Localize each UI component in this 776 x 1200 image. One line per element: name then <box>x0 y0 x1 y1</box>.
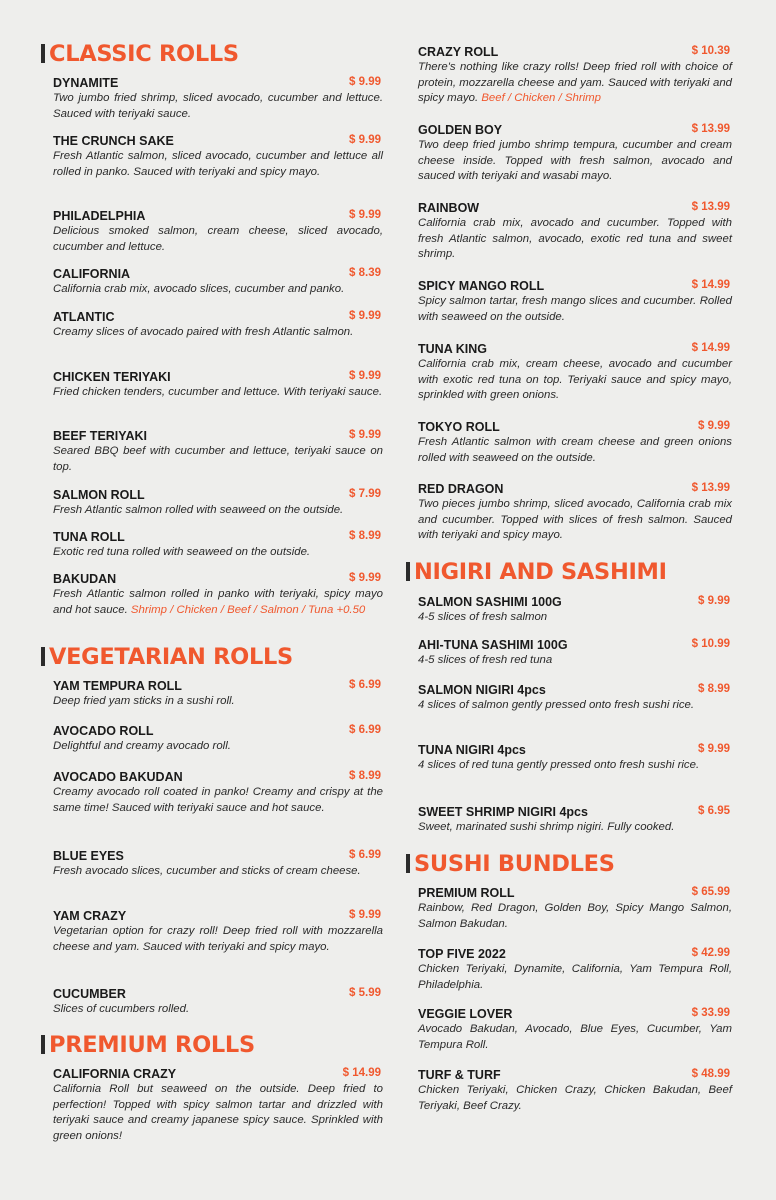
item-description: Delightful and creamy avocado roll. <box>53 740 231 752</box>
item-price: $ 9.99 <box>349 429 381 441</box>
item-price: $ 9.99 <box>698 595 730 607</box>
item-price: $ 14.99 <box>691 342 730 354</box>
item-description: Chicken Teriyaki, Chicken Crazy, Chicken Bakudan, Beef Teriyaki, Beef Crazy. <box>418 1084 732 1112</box>
item-description: Slices of cucumbers rolled. <box>53 1003 190 1015</box>
item-description: Spicy salmon tartar, fresh mango slices and cucumber. Rolled with seaweed on the outside. <box>418 295 732 323</box>
item-price: $ 7.99 <box>349 488 381 500</box>
item-price: $ 14.99 <box>691 279 730 291</box>
item-name: CRAZY ROLL <box>418 45 499 59</box>
item-price: $ 8.99 <box>349 770 381 782</box>
item-price: $ 8.99 <box>698 683 730 695</box>
item-name: YAM CRAZY <box>53 909 127 923</box>
item-price: $ 10.99 <box>691 638 730 650</box>
item-price: $ 13.99 <box>691 482 730 494</box>
item-name: SWEET SHRIMP NIGIRI 4pcs <box>418 805 588 819</box>
menu-item-bakudan <box>53 570 383 618</box>
item-price: $ 9.99 <box>698 420 730 432</box>
item-price: $ 6.99 <box>349 724 381 736</box>
item-description: Avocado Bakudan, Avocado, Blue Eyes, Cucumber, Yam Tempura Roll. <box>418 1023 732 1051</box>
menu-item-rainbow <box>418 199 732 263</box>
item-price: $ 65.99 <box>691 886 730 898</box>
item-name: TUNA NIGIRI 4pcs <box>418 743 526 757</box>
menu-item-dynamite <box>53 74 383 122</box>
item-description: Creamy slices of avocado paired with fresh Atlantic salmon. <box>53 326 354 338</box>
menu-item-tokyo-roll <box>418 418 732 466</box>
item-name: SALMON ROLL <box>53 488 145 502</box>
menu-item-avocado-bakudan <box>53 768 383 816</box>
item-price: $ 9.99 <box>349 134 381 146</box>
title-bar-mark <box>41 647 45 666</box>
item-description: Fried chicken tenders, cucumber and lettuce. With teriyaki sauce. <box>53 386 383 398</box>
item-description: California crab mix, cream cheese, avocado and cucumber with exotic red tuna on top. Teriyaki sauce and spicy mayo, sprinkled with green onions. <box>418 358 732 402</box>
menu-item-top-five-2022 <box>418 945 732 993</box>
item-name: AVOCADO BAKUDAN <box>53 770 183 784</box>
item-name: RAINBOW <box>418 201 480 215</box>
menu-item-philadelphia <box>53 207 383 255</box>
item-description: Creamy avocado roll coated in panko! Creamy and crispy at the same time! Sauced with teriyaki sauce and hot sauce. <box>53 786 383 814</box>
menu-item-chicken-teriyaki <box>53 368 383 401</box>
title-bar-mark <box>41 44 45 63</box>
item-description: Two jumbo fried shrimp, sliced avocado, cucumber and lettuce. Sauced with teriyaki sauce. <box>53 92 383 120</box>
menu-item-turf-and-turf <box>418 1066 732 1114</box>
item-description: Vegetarian option for crazy roll! Deep fried roll with mozzarella cheese and yam. Sauced with teriyaki and spicy mayo. <box>53 925 383 953</box>
menu-item-salmon-roll <box>53 486 383 519</box>
menu-item-yam-tempura-roll <box>53 677 383 710</box>
item-name: TUNA KING <box>418 342 487 356</box>
item-price: $ 33.99 <box>691 1007 730 1019</box>
title-bar-mark <box>406 854 410 873</box>
item-description: Fresh Atlantic salmon with cream cheese and green onions rolled with seaweed on the outside. <box>418 436 732 464</box>
item-description: There's nothing like crazy rolls! Deep fried roll with choice of protein, mozzarella cheese and yam. Sauced with teriyaki and spicy mayo. Beef / Chicken / Shrimp <box>418 61 732 105</box>
item-price: $ 9.99 <box>349 76 381 88</box>
item-price: $ 8.39 <box>349 267 381 279</box>
item-description: 4-5 slices of fresh red tuna <box>418 654 553 666</box>
item-description: Fresh avocado slices, cucumber and sticks of cream cheese. <box>53 865 361 877</box>
item-description: Seared BBQ beef with cucumber and lettuce, teriyaki sauce on top. <box>53 445 383 473</box>
item-description: Fresh Atlantic salmon rolled with seaweed on the outside. <box>53 504 344 516</box>
menu-item-spicy-mango-roll <box>418 277 732 325</box>
menu-item-salmon-sashimi <box>418 593 732 626</box>
menu-item-blue-eyes <box>53 847 383 880</box>
item-name: TUNA ROLL <box>53 530 125 544</box>
item-price: $ 13.99 <box>691 201 730 213</box>
item-name: TOKYO ROLL <box>418 420 500 434</box>
item-options: Beef / Chicken / Shrimp <box>481 92 601 105</box>
menu-item-california-crazy <box>53 1065 383 1144</box>
section-title-classic-rolls: CLASSIC ROLLS <box>41 41 239 67</box>
item-description: Sweet, marinated sushi shrimp nigiri. Fully cooked. <box>418 821 675 833</box>
menu-item-california <box>53 265 383 298</box>
menu-item-veggie-lover <box>418 1005 732 1053</box>
menu-item-yam-crazy <box>53 907 383 955</box>
item-price: $ 5.99 <box>349 987 381 999</box>
item-price: $ 6.99 <box>349 679 381 691</box>
item-price: $ 6.95 <box>698 805 730 817</box>
item-price: $ 9.99 <box>349 572 381 584</box>
item-description: Two deep fried jumbo shrimp tempura, cucumber and cream cheese inside. Topped with fresh salmon, avocado and sauced with teriyaki and wasabi mayo. <box>418 139 732 183</box>
item-description: Deep fried yam sticks in a sushi roll. <box>53 695 235 707</box>
item-price: $ 14.99 <box>342 1067 381 1079</box>
section-title-nigiri-and-sashimi: NIGIRI AND SASHIMI <box>406 559 667 585</box>
item-description: Fresh Atlantic salmon, sliced avocado, cucumber and lettuce all rolled in panko. Sauced with teriyaki and spicy mayo. <box>53 150 383 178</box>
item-price: $ 9.99 <box>349 209 381 221</box>
item-name: YAM TEMPURA ROLL <box>53 679 182 693</box>
item-price: $ 10.39 <box>691 45 730 57</box>
menu-item-cucumber <box>53 985 383 1018</box>
item-name: BEEF TERIYAKI <box>53 429 148 443</box>
item-name: AVOCADO ROLL <box>53 724 154 738</box>
item-description: California crab mix, avocado slices, cucumber and panko. <box>53 283 345 295</box>
item-name: BLUE EYES <box>53 849 124 863</box>
item-name: VEGGIE LOVER <box>418 1007 513 1021</box>
item-name: RED DRAGON <box>418 482 504 496</box>
item-name: DYNAMITE <box>53 76 119 90</box>
menu-item-tuna-king <box>418 340 732 404</box>
title-bar-mark <box>406 562 410 581</box>
item-description: Rainbow, Red Dragon, Golden Boy, Spicy Mango Salmon, Salmon Bakudan. <box>418 902 732 930</box>
menu-item-the-crunch-sake <box>53 132 383 180</box>
item-name: THE CRUNCH SAKE <box>53 134 174 148</box>
item-name: TURF & TURF <box>418 1068 501 1082</box>
menu-item-tuna-nigiri <box>418 741 732 774</box>
item-price: $ 9.99 <box>349 909 381 921</box>
item-price: $ 9.99 <box>349 370 381 382</box>
item-price: $ 42.99 <box>691 947 730 959</box>
item-description: Delicious smoked salmon, cream cheese, sliced avocado, cucumber and lettuce. <box>53 225 383 253</box>
section-title-premium-rolls: PREMIUM ROLLS <box>41 1032 255 1058</box>
menu-item-salmon-nigiri <box>418 681 732 714</box>
item-name: SALMON NIGIRI 4pcs <box>418 683 546 697</box>
menu-item-atlantic <box>53 308 383 341</box>
item-description: Fresh Atlantic salmon rolled in panko with teriyaki, spicy mayo and hot sauce. Shrimp / Chicken / Beef / Salmon / Tuna +0.50 <box>53 588 383 616</box>
item-price: $ 9.99 <box>349 310 381 322</box>
item-price: $ 9.99 <box>698 743 730 755</box>
item-name: GOLDEN BOY <box>418 123 503 137</box>
item-description: Two pieces jumbo shrimp, sliced avocado, California crab mix and cucumber. Topped with slices of fresh salmon. Sauced with teriyaki and spicy mayo. <box>418 498 732 542</box>
menu-item-avocado-roll <box>53 722 383 755</box>
item-price: $ 48.99 <box>691 1068 730 1080</box>
menu-item-red-dragon <box>418 480 732 544</box>
item-name: CALIFORNIA <box>53 267 131 281</box>
item-price: $ 8.99 <box>349 530 381 542</box>
menu-item-ahi-tuna-sashimi <box>418 636 732 669</box>
menu-item-crazy-roll <box>418 43 732 107</box>
item-description: California crab mix, avocado and cucumber. Topped with fresh Atlantic salmon, avocado, exotic red tuna and sweet shrimp. <box>418 217 732 261</box>
item-description: California Roll but seaweed on the outside. Deep fried to perfection! Topped with spicy salmon tartar and drizzled with teriyaki sauce and creamy japanese spicy sauce. Sprinkled with green onions! <box>53 1083 383 1142</box>
menu-item-sweet-shrimp-nigiri <box>418 803 732 836</box>
item-description: 4-5 slices of fresh salmon <box>418 611 548 623</box>
item-name: PREMIUM ROLL <box>418 886 515 900</box>
item-name: BAKUDAN <box>53 572 117 586</box>
menu-item-golden-boy <box>418 121 732 185</box>
item-description: Chicken Teriyaki, Dynamite, California, Yam Tempura Roll, Philadelphia. <box>418 963 732 991</box>
item-price: $ 13.99 <box>691 123 730 135</box>
item-description: Exotic red tuna rolled with seaweed on the outside. <box>53 546 311 558</box>
item-name: CALIFORNIA CRAZY <box>53 1067 177 1081</box>
item-name: CUCUMBER <box>53 987 126 1001</box>
item-name: SPICY MANGO ROLL <box>418 279 545 293</box>
item-description: 4 slices of salmon gently pressed onto fresh sushi rice. <box>418 699 695 711</box>
item-price: $ 6.99 <box>349 849 381 861</box>
title-bar-mark <box>41 1035 45 1054</box>
item-name: TOP FIVE 2022 <box>418 947 506 961</box>
menu-item-tuna-roll <box>53 528 383 561</box>
menu-item-beef-teriyaki <box>53 427 383 475</box>
item-name: SALMON SASHIMI 100G <box>418 595 562 609</box>
item-name: CHICKEN TERIYAKI <box>53 370 171 384</box>
item-name: ATLANTIC <box>53 310 115 324</box>
item-description: 4 slices of red tuna gently pressed onto fresh sushi rice. <box>418 759 700 771</box>
item-options: Shrimp / Chicken / Beef / Salmon / Tuna +0.50 <box>130 603 366 616</box>
menu-item-premium-roll-bundle <box>418 884 732 932</box>
item-name: AHI-TUNA SASHIMI 100G <box>418 638 568 652</box>
item-name: PHILADELPHIA <box>53 209 146 223</box>
section-title-vegetarian-rolls: VEGETARIAN ROLLS <box>41 644 293 670</box>
section-title-sushi-bundles: SUSHI BUNDLES <box>406 851 615 877</box>
